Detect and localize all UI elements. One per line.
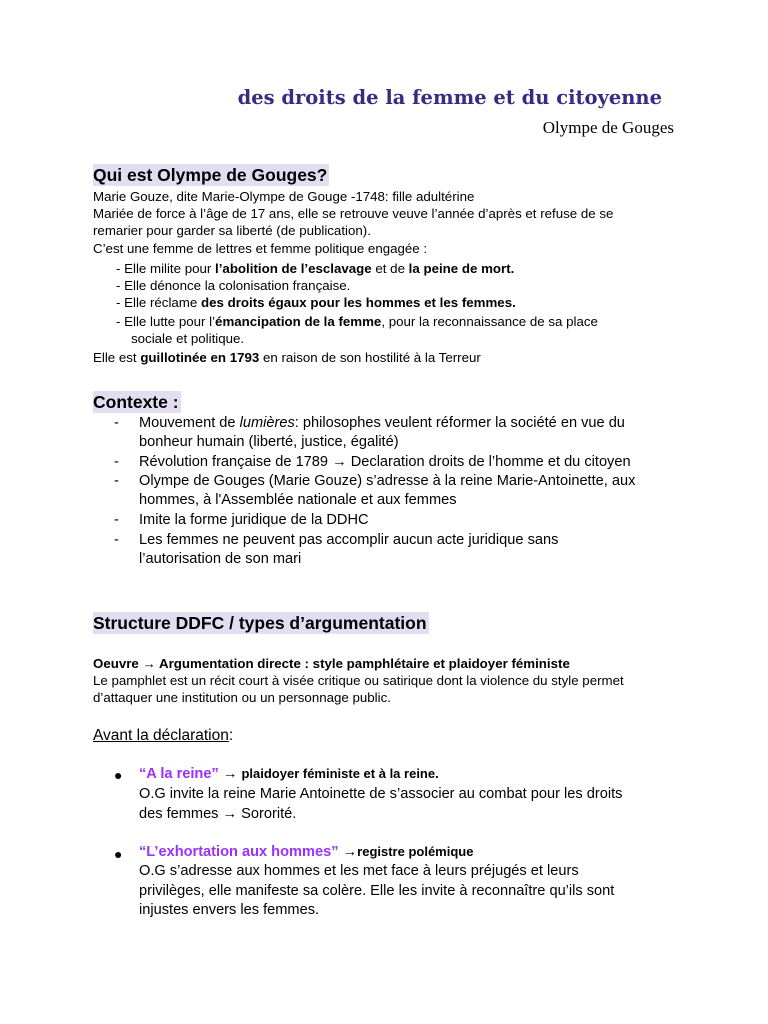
dash-marker: - [114,454,119,470]
bullet-text: injustes envers les femmes. [139,902,320,918]
list-item: - Elle dénonce la colonisation française. [116,278,351,293]
list-item: Révolution française de 1789 → Declaration droits de l’homme et du citoyen [139,454,631,470]
bullet-text: privilèges, elle manifeste sa colère. Elle les invite à reconnaître qu’ils sont [139,883,615,899]
list-item: - Elle réclame des droits égaux pour les hommes et les femmes. [116,295,516,310]
list-item-continuation: bonheur humain (liberté, justice, égalité) [139,434,399,450]
list-item: - Elle lutte pour l’émancipation de la femme, pour la reconnaissance de sa place [116,314,598,329]
list-item: Olympe de Gouges (Marie Gouze) s’adresse à la reine Marie-Antoinette, aux [139,473,636,489]
list-item-continuation: sociale et politique. [131,331,245,346]
section-heading-who: Qui est Olympe de Gouges? [93,165,328,185]
document-title: des droits de la femme et du citoyenne [237,86,662,109]
dash-marker: - [114,473,119,489]
list-item-continuation: l’autorisation de son mari [139,551,302,567]
list-item: - Elle milite pour l’abolition de l’esclavage et de la peine de mort. [116,261,515,276]
bio-line: Elle est guillotinée en 1793 en raison de son hostilité à la Terreur [93,350,481,365]
bullet-icon: ● [114,767,123,783]
paragraph-line: d’attaquer une institution ou un personnage public. [93,690,391,705]
list-item: Mouvement de lumières: philosophes veulent réformer la société en vue du [139,415,625,431]
bullet-heading: “A la reine” → plaidoyer féministe et à la reine. [139,766,439,782]
bullet-icon: ● [114,846,123,862]
subheading-avant: Avant la déclaration: [93,727,234,744]
bio-line: Mariée de force à l’âge de 17 ans, elle se retrouve veuve l’année d’après et refuse de se [93,206,614,221]
bullet-text: O.G invite la reine Marie Antoinette de s’associer au combat pour les droits [139,786,623,802]
document-author: Olympe de Gouges [542,118,674,137]
section-heading-context: Contexte : [93,392,179,412]
section-heading-structure: Structure DDFC / types d’argumentation [93,613,427,633]
list-item: Imite la forme juridique de la DDHC [139,512,369,528]
dash-marker: - [114,415,119,431]
bullet-text: O.G s’adresse aux hommes et les met face à leurs préjugés et leurs [139,863,579,879]
paragraph-line: Le pamphlet est un récit court à visée critique ou satirique dont la violence du style permet [93,673,624,688]
dash-marker: - [114,512,119,528]
bio-line: Marie Gouze, dite Marie-Olympe de Gouge -1748: fille adultérine [93,189,475,204]
list-item-continuation: hommes, à l'Assemblée nationale et aux femmes [139,492,457,508]
bullet-text: des femmes → Sororité. [139,806,297,822]
bullet-heading: “L’exhortation aux hommes” →registre polémique [139,844,474,860]
bio-line: C’est une femme de lettres et femme politique engagée : [93,241,428,256]
oeuvre-line: Oeuvre → Argumentation directe : style pamphlétaire et plaidoyer féministe [93,656,570,671]
list-item: Les femmes ne peuvent pas accomplir aucun acte juridique sans [139,532,559,548]
dash-marker: - [114,532,119,548]
bio-line: remarier pour garder sa liberté (de publication). [93,223,371,238]
